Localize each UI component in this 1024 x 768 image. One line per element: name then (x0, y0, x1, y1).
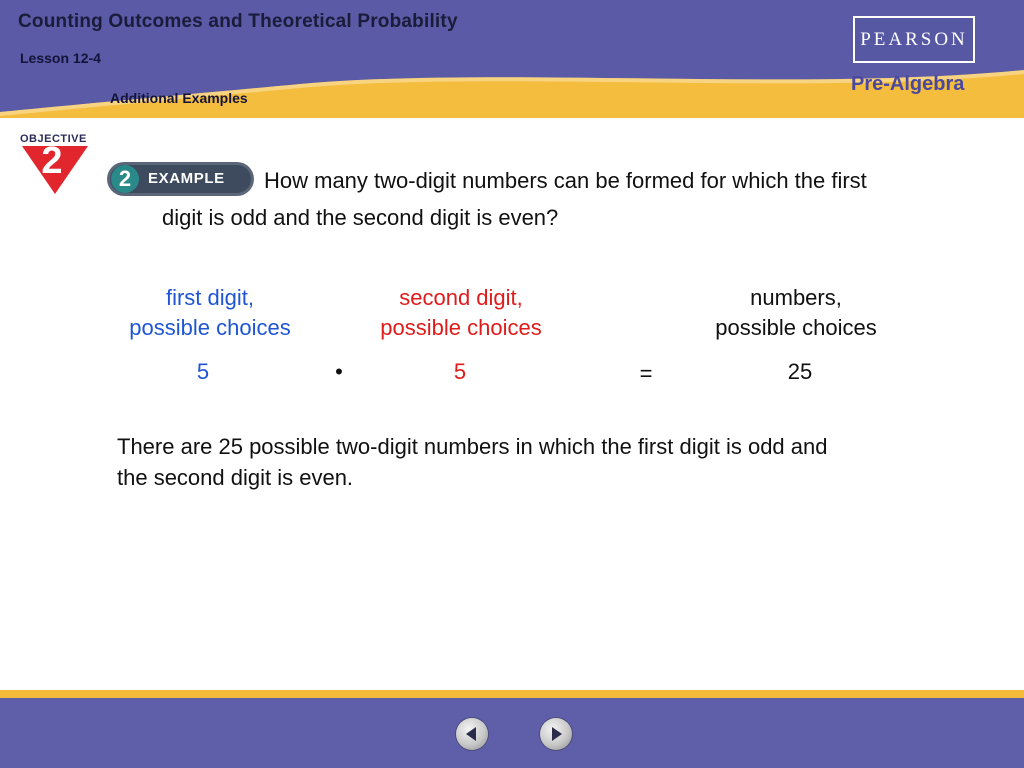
first-digit-value: 5 (196, 359, 210, 384)
example-number: 2 (118, 166, 132, 191)
first-digit-label: first digit, (165, 285, 255, 310)
answer-line-2: the second digit is even. (117, 465, 354, 490)
numbers-label: numbers, (750, 285, 842, 310)
objective-label: OBJECTIVE (20, 133, 87, 145)
equals-operator: = (639, 361, 653, 386)
example-label: EXAMPLE (148, 170, 225, 187)
next-slide-button[interactable] (540, 718, 572, 750)
slide-title: Counting Outcomes and Theoretical Probability (18, 11, 458, 32)
question-line-1: How many two-digit numbers can be formed for which the first (264, 168, 867, 193)
second-digit-value: 5 (453, 359, 467, 384)
multiply-operator: • (335, 359, 343, 384)
numbers-header (690, 283, 902, 343)
second-digit-sublabel: possible choices (380, 315, 542, 340)
lesson-label: Lesson 12-4 (20, 50, 101, 66)
slide-footer (0, 698, 1024, 768)
first-digit-sublabel: possible choices (129, 315, 291, 340)
objective-number: 2 (41, 140, 63, 182)
question-line-2: digit is odd and the second digit is even? (162, 205, 559, 230)
slide-header (0, 0, 1024, 118)
course-title: Pre-Algebra (851, 73, 965, 95)
pearson-logo: PEARSON (853, 16, 975, 63)
second-digit-label: second digit, (399, 285, 523, 310)
second-digit-header (360, 283, 562, 343)
first-digit-header (110, 283, 310, 343)
answer-line-1: There are 25 possible two-digit numbers in which the first digit is odd and (117, 434, 828, 459)
footer-divider (0, 690, 1024, 698)
left-arrow-icon (456, 718, 488, 750)
previous-slide-button[interactable] (456, 718, 488, 750)
numbers-sublabel: possible choices (715, 315, 877, 340)
right-arrow-icon (540, 718, 572, 750)
numbers-value: 25 (787, 359, 813, 384)
section-label: Additional Examples (110, 90, 248, 106)
